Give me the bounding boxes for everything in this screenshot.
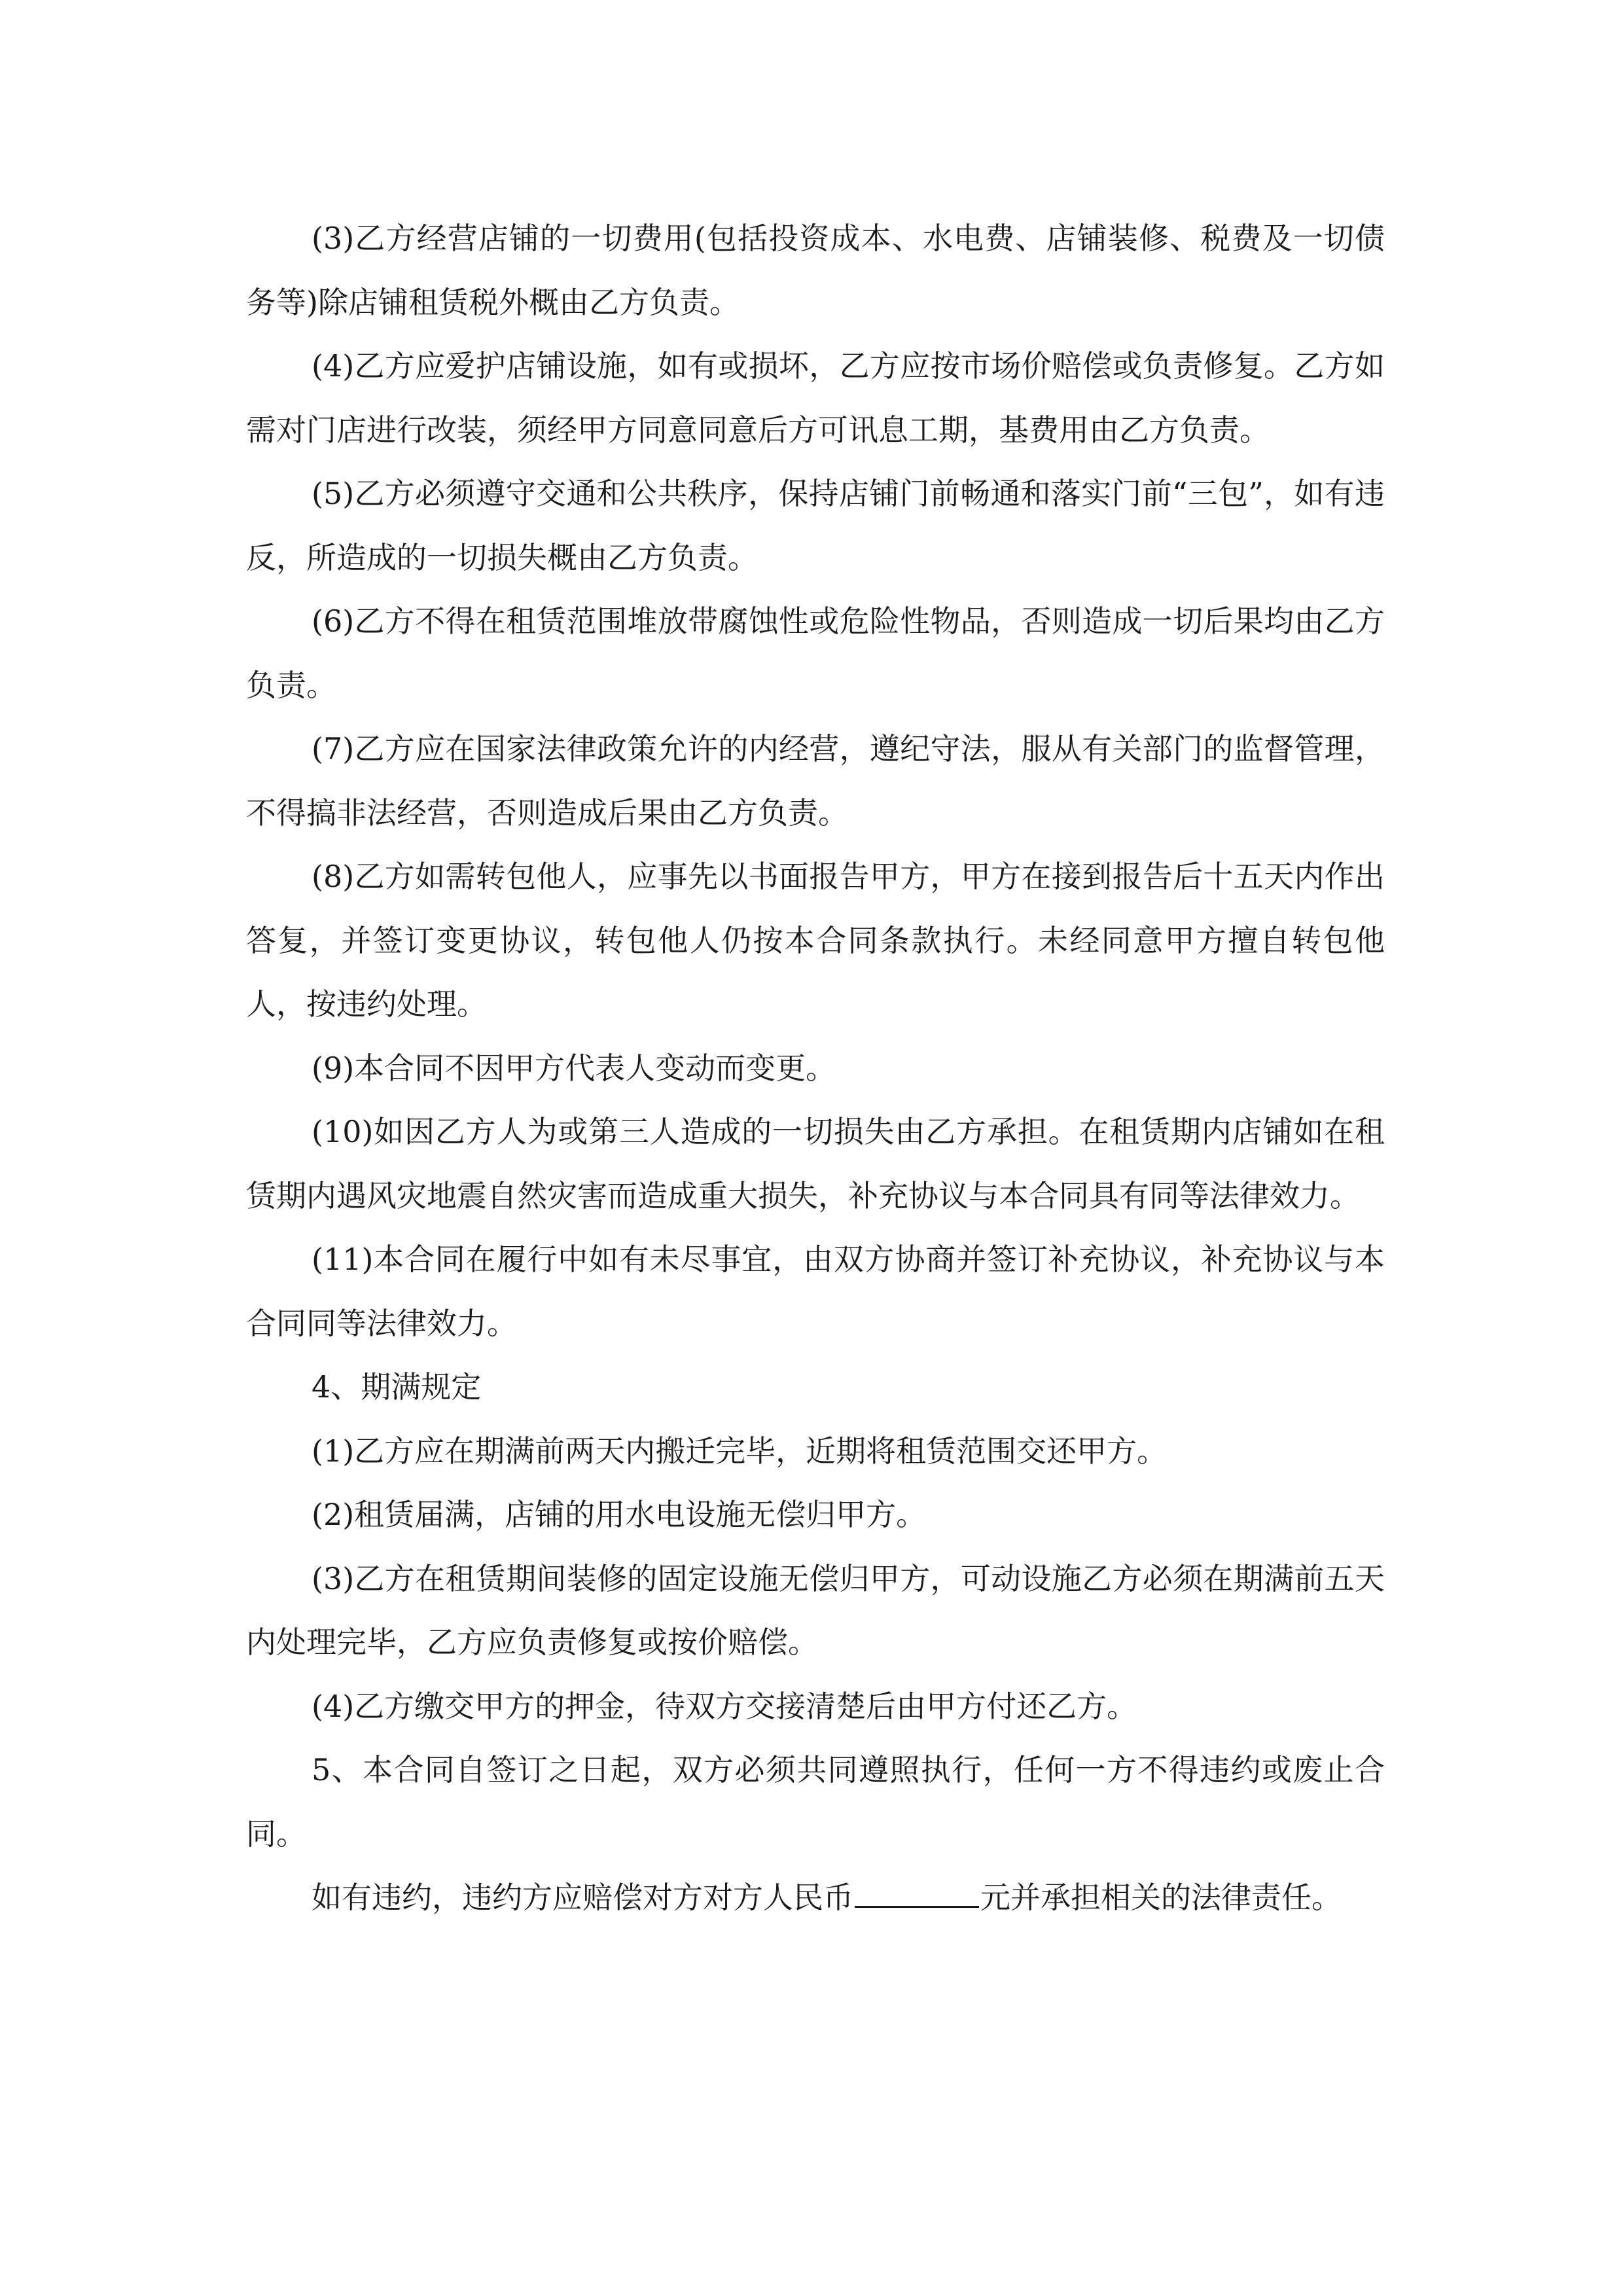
expiry-clause-3: (3)乙方在租赁期间装修的固定设施无偿归甲方，可动设施乙方必须在期满前五天内处理完毕，乙方应负责修复或按价赔偿。 [246, 1560, 1385, 1660]
clause-6: (6)乙方不得在租赁范围堆放带腐蚀性或危险性物品，否则造成一切后果均由乙方负责。 [246, 603, 1385, 703]
expiry-clause-4: (4)乙方缴交甲方的押金，待双方交接清楚后由甲方付还乙方。 [312, 1688, 1137, 1724]
breach-paragraph [246, 1866, 1385, 1930]
clause-11: (11)本合同在履行中如有未尽事宜，由双方协商并签订补充协议，补充协议与本合同同等法律效力。 [246, 1242, 1385, 1341]
clause-7: (7)乙方应在国家法律政策允许的内经营，遵纪守法，服从有关部门的监督管理，不得搞非法经营，否则造成后果由乙方负责。 [246, 731, 1385, 831]
contract-body [246, 207, 1385, 1930]
clause-9: (9)本合同不因甲方代表人变动而变更。 [312, 1050, 836, 1086]
clause-3: (3)乙方经营店铺的一切费用(包括投资成本、水电费、店铺装修、税费及一切债务等)除店铺租赁税外概由乙方负责。 [246, 221, 1385, 320]
section-5-paragraph: 5、本合同自签订之日起，双方必须共同遵照执行，任何一方不得违约或废止合同。 [246, 1752, 1385, 1852]
breach-text-after: 元并承担相关的法律责任。 [980, 1880, 1342, 1915]
clause-5: (5)乙方必须遵守交通和公共秩序，保持店铺门前畅通和落实门前“三包”，如有违反，所造成的一切损失概由乙方负责。 [246, 476, 1385, 575]
section-4-heading: 4、期满规定 [312, 1369, 482, 1405]
expiry-clause-2: (2)租赁届满，店铺的用水电设施无偿归甲方。 [312, 1497, 927, 1532]
clause-4: (4)乙方应爱护店铺设施，如有或损坏，乙方应按市场价赔偿或负责修复。乙方如需对门店进行改装，须经甲方同意同意后方可讯息工期，基费用由乙方负责。 [246, 348, 1385, 448]
clause-8: (8)乙方如需转包他人，应事先以书面报告甲方，甲方在接到报告后十五天内作出答复，并签订变更协议，转包他人仍按本合同条款执行。未经同意甲方擅自转包他人，按违约处理。 [246, 859, 1385, 1022]
expiry-clause-1: (1)乙方应在期满前两天内搬迁完毕，近期将租赁范围交还甲方。 [312, 1433, 1168, 1469]
breach-text-before: 如有违约，违约方应赔偿对方对方人民币 [312, 1880, 853, 1915]
amount-blank[interactable] [855, 1880, 979, 1908]
clause-10: (10)如因乙方人为或第三人造成的一切损失由乙方承担。在租赁期内店铺如在租赁期内遇风灾地震自然灾害而造成重大损失，补充协议与本合同具有同等法律效力。 [246, 1114, 1385, 1213]
